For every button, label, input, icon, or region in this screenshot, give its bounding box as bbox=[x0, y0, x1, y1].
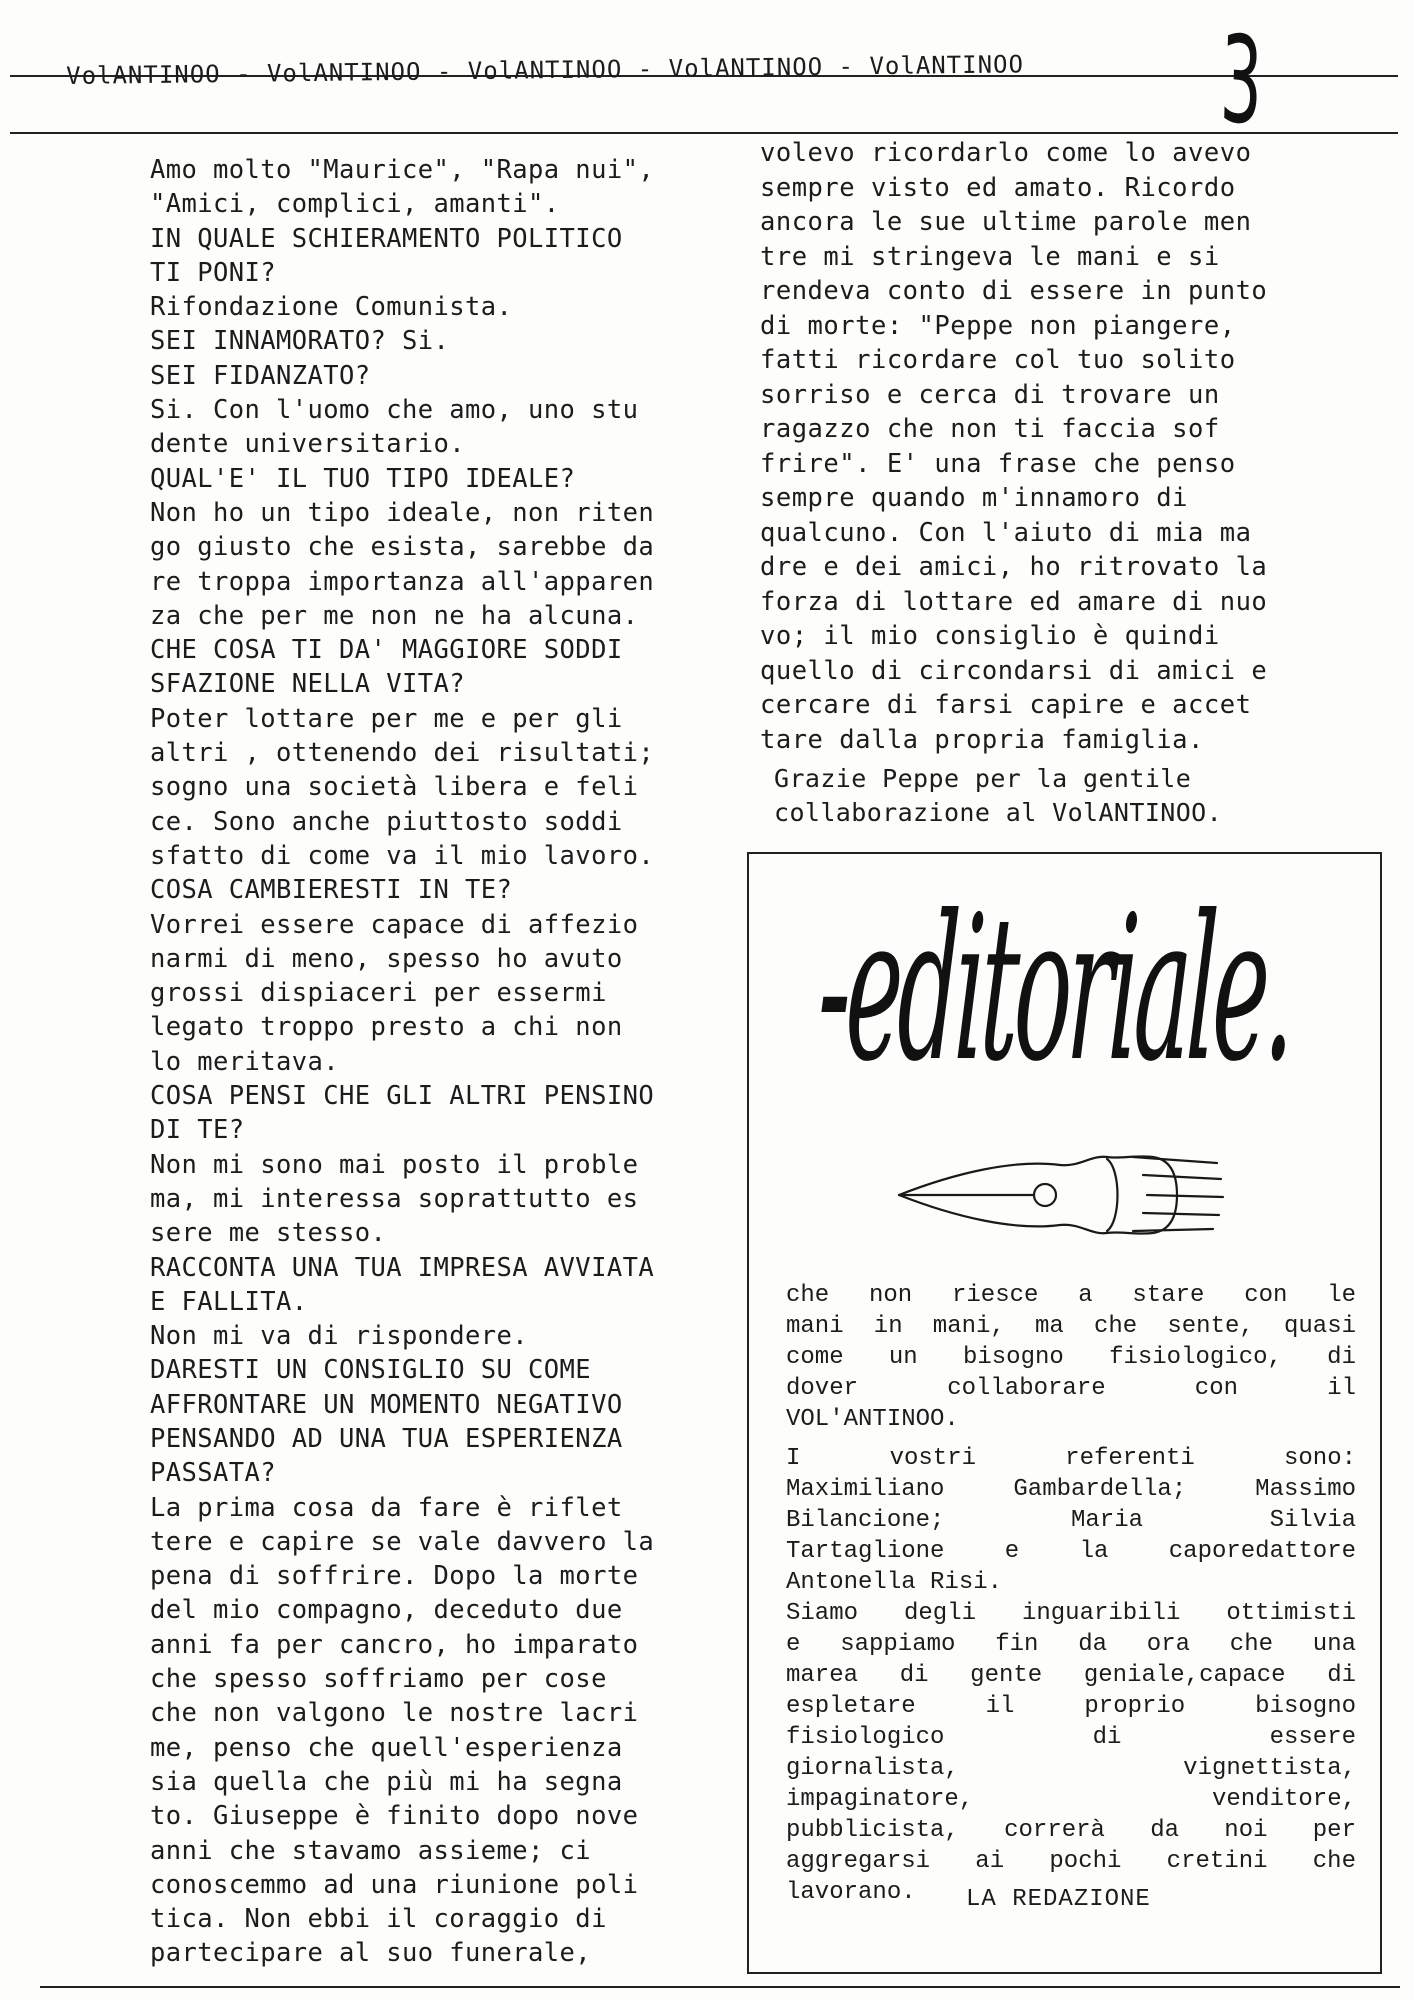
text-line: E FALLITA. bbox=[150, 1286, 308, 1317]
text-line: sogno una società libera e feli bbox=[150, 772, 639, 803]
text-line: za che per me non ne ha alcuna. bbox=[150, 600, 639, 631]
text-line: frire". E' una frase che penso bbox=[760, 448, 1236, 479]
text-line: ancora le sue ultime parole men bbox=[760, 207, 1252, 237]
text-line: quello di circondarsi di amici e bbox=[760, 655, 1268, 686]
text-line: "Amici, complici, amanti". bbox=[150, 189, 560, 220]
text-line: PENSANDO AD UNA TUA ESPERIENZA bbox=[150, 1423, 623, 1454]
text-line: dente universitario. bbox=[150, 429, 466, 460]
interview-left-column bbox=[150, 153, 654, 1971]
text-line: Vorrei essere capace di affezio bbox=[150, 909, 639, 940]
text-line: cercare di farsi capire e accet bbox=[760, 690, 1252, 720]
editorial-line: pubblicista, correrà da noi per bbox=[786, 1817, 1356, 1844]
editorial-line: come un bisogno fisiologico, di bbox=[786, 1344, 1356, 1371]
text-line: to. Giuseppe è finito dopo nove bbox=[150, 1801, 639, 1832]
text-line: anni fa per cancro, ho imparato bbox=[150, 1629, 639, 1660]
editorial-line: Bilancione; Maria Silvia bbox=[786, 1507, 1356, 1534]
masthead: VolANTINOO - VolANTINOO - VolANTINOO - VolANTINOO - VolANTINOO bbox=[66, 50, 1025, 90]
text-line: altri , ottenendo dei risultati; bbox=[150, 738, 655, 769]
text-line: COSA CAMBIERESTI IN TE? bbox=[150, 875, 513, 906]
editorial-line: mani in mani, ma che sente, quasi bbox=[786, 1313, 1356, 1340]
text-line: SEI FIDANZATO? bbox=[150, 360, 371, 391]
text-line: me, penso che quell'esperienza bbox=[150, 1732, 623, 1763]
editorial-line: Siamo degli inguaribili ottimisti bbox=[786, 1600, 1356, 1627]
editorial-line: giornalista, vignettista, bbox=[786, 1755, 1356, 1782]
text-line: conoscemmo ad una riunione poli bbox=[150, 1869, 639, 1900]
text-line: tere e capire se vale davvero la bbox=[150, 1526, 655, 1557]
text-line: La prima cosa da fare è riflet bbox=[150, 1492, 623, 1523]
editorial-line: fisiologico di essere bbox=[786, 1724, 1356, 1751]
editorial-line: aggregarsi ai pochi cretini che bbox=[786, 1848, 1356, 1875]
page-number: 3 bbox=[1218, 10, 1265, 153]
text-line: go giusto che esista, sarebbe da bbox=[150, 532, 655, 563]
text-line: sempre quando m'innamoro di bbox=[760, 483, 1189, 513]
text-line: SEI INNAMORATO? Si. bbox=[150, 326, 450, 357]
text-line: sorriso e cerca di trovare un bbox=[760, 379, 1220, 410]
editorial-line: e sappiamo fin da ora che una bbox=[786, 1631, 1356, 1658]
text-line: collaborazione al VolANTINOO. bbox=[774, 798, 1223, 827]
text-line: sia quella che più mi ha segna bbox=[150, 1766, 623, 1797]
text-line: Grazie Peppe per la gentile bbox=[774, 764, 1192, 793]
text-line: forza di lottare ed amare di nuo bbox=[760, 586, 1268, 617]
text-line: ragazzo che non ti faccia sof bbox=[760, 414, 1220, 444]
text-line: del mio compagno, deceduto due bbox=[150, 1595, 623, 1626]
text-line: sempre visto ed amato. Ricordo bbox=[760, 172, 1236, 203]
thanks-note bbox=[774, 762, 1222, 830]
text-line: Amo molto "Maurice", "Rapa nui", bbox=[150, 155, 655, 185]
text-line: anni che stavamo assieme; ci bbox=[150, 1835, 592, 1866]
editorial-line: che non riesce a stare con le bbox=[786, 1282, 1356, 1309]
text-line: CHE COSA TI DA' MAGGIORE SODDI bbox=[150, 635, 623, 666]
editorial-text bbox=[786, 1280, 1356, 1908]
text-line: di morte: "Peppe non piangere, bbox=[760, 310, 1236, 341]
text-line: re troppa importanza all'apparen bbox=[150, 566, 655, 597]
editorial-line: Maximiliano Gambardella; Massimo bbox=[786, 1476, 1356, 1503]
text-line: PASSATA? bbox=[150, 1458, 277, 1489]
text-line: pena di soffrire. Dopo la morte bbox=[150, 1561, 639, 1592]
text-line: fatti ricordare col tuo solito bbox=[760, 345, 1236, 375]
text-line: sere me stesso. bbox=[150, 1218, 387, 1249]
editorial-line: dover collaborare con il bbox=[786, 1375, 1356, 1402]
editorial-line: impaginatore, venditore, bbox=[786, 1786, 1356, 1813]
text-line: RACCONTA UNA TUA IMPRESA AVVIATA bbox=[150, 1252, 655, 1283]
editorial-line: lavorano. bbox=[786, 1879, 916, 1906]
text-line: rendeva conto di essere in punto bbox=[760, 276, 1268, 306]
editorial-signature: LA REDAZIONE bbox=[966, 1886, 1151, 1913]
text-line: dre e dei amici, ho ritrovato la bbox=[760, 552, 1268, 582]
text-line: TI PONI? bbox=[150, 257, 277, 288]
text-line: volevo ricordarlo come lo avevo bbox=[760, 138, 1252, 168]
text-line: tre mi stringeva le mani e si bbox=[760, 241, 1220, 272]
text-line: Non mi va di rispondere. bbox=[150, 1321, 529, 1352]
text-line: partecipare al suo funerale, bbox=[150, 1938, 592, 1969]
text-line: tare dalla propria famiglia. bbox=[760, 724, 1204, 755]
text-line: DI TE? bbox=[150, 1115, 245, 1146]
text-line: COSA PENSI CHE GLI ALTRI PENSINO bbox=[150, 1081, 655, 1112]
text-line: legato troppo presto a chi non bbox=[150, 1012, 623, 1043]
text-line: lo meritava. bbox=[150, 1046, 340, 1077]
text-line: sfatto di come va il mio lavoro. bbox=[150, 840, 655, 871]
text-line: Non ho un tipo ideale, non riten bbox=[150, 497, 655, 528]
editorial-line: marea di gente geniale,capace di bbox=[786, 1662, 1356, 1689]
editorial-line: Antonella Risi. bbox=[786, 1569, 1003, 1596]
header-rule-bottom bbox=[10, 132, 1398, 134]
text-line: SFAZIONE NELLA VITA? bbox=[150, 669, 466, 700]
editorial-line: I vostri referenti sono: bbox=[786, 1445, 1356, 1472]
text-line: che spesso soffriamo per cose bbox=[150, 1664, 607, 1695]
text-line: grossi dispiaceri per essermi bbox=[150, 978, 607, 1009]
editorial-line: Tartaglione e la caporedattore bbox=[786, 1538, 1356, 1565]
text-line: vo; il mio consiglio è quindi bbox=[760, 621, 1220, 651]
text-line: narmi di meno, spesso ho avuto bbox=[150, 943, 623, 974]
interview-right-column bbox=[760, 136, 1267, 757]
footer-rule bbox=[40, 1986, 1400, 1988]
text-line: Si. Con l'uomo che amo, uno stu bbox=[150, 395, 639, 426]
editorial-line: espletare il proprio bisogno bbox=[786, 1693, 1356, 1720]
editorial-title: -editoriale. bbox=[814, 873, 1295, 1106]
text-line: ma, mi interessa soprattutto es bbox=[150, 1183, 639, 1214]
text-line: AFFRONTARE UN MOMENTO NEGATIVO bbox=[150, 1389, 623, 1420]
text-line: Poter lottare per me e per gli bbox=[150, 703, 623, 734]
text-line: QUAL'E' IL TUO TIPO IDEALE? bbox=[150, 463, 576, 494]
text-line: ce. Sono anche piuttosto soddi bbox=[150, 806, 623, 837]
pen-nib-icon bbox=[895, 1145, 1225, 1245]
text-line: Non mi sono mai posto il proble bbox=[150, 1149, 639, 1180]
text-line: qualcuno. Con l'aiuto di mia ma bbox=[760, 517, 1252, 548]
text-line: DARESTI UN CONSIGLIO SU COME bbox=[150, 1355, 592, 1386]
text-line: che non valgono le nostre lacri bbox=[150, 1698, 639, 1729]
editorial-line: VOL'ANTINOO. bbox=[786, 1406, 959, 1433]
text-line: Rifondazione Comunista. bbox=[150, 292, 513, 323]
text-line: tica. Non ebbi il coraggio di bbox=[150, 1904, 607, 1935]
text-line: IN QUALE SCHIERAMENTO POLITICO bbox=[150, 223, 623, 254]
